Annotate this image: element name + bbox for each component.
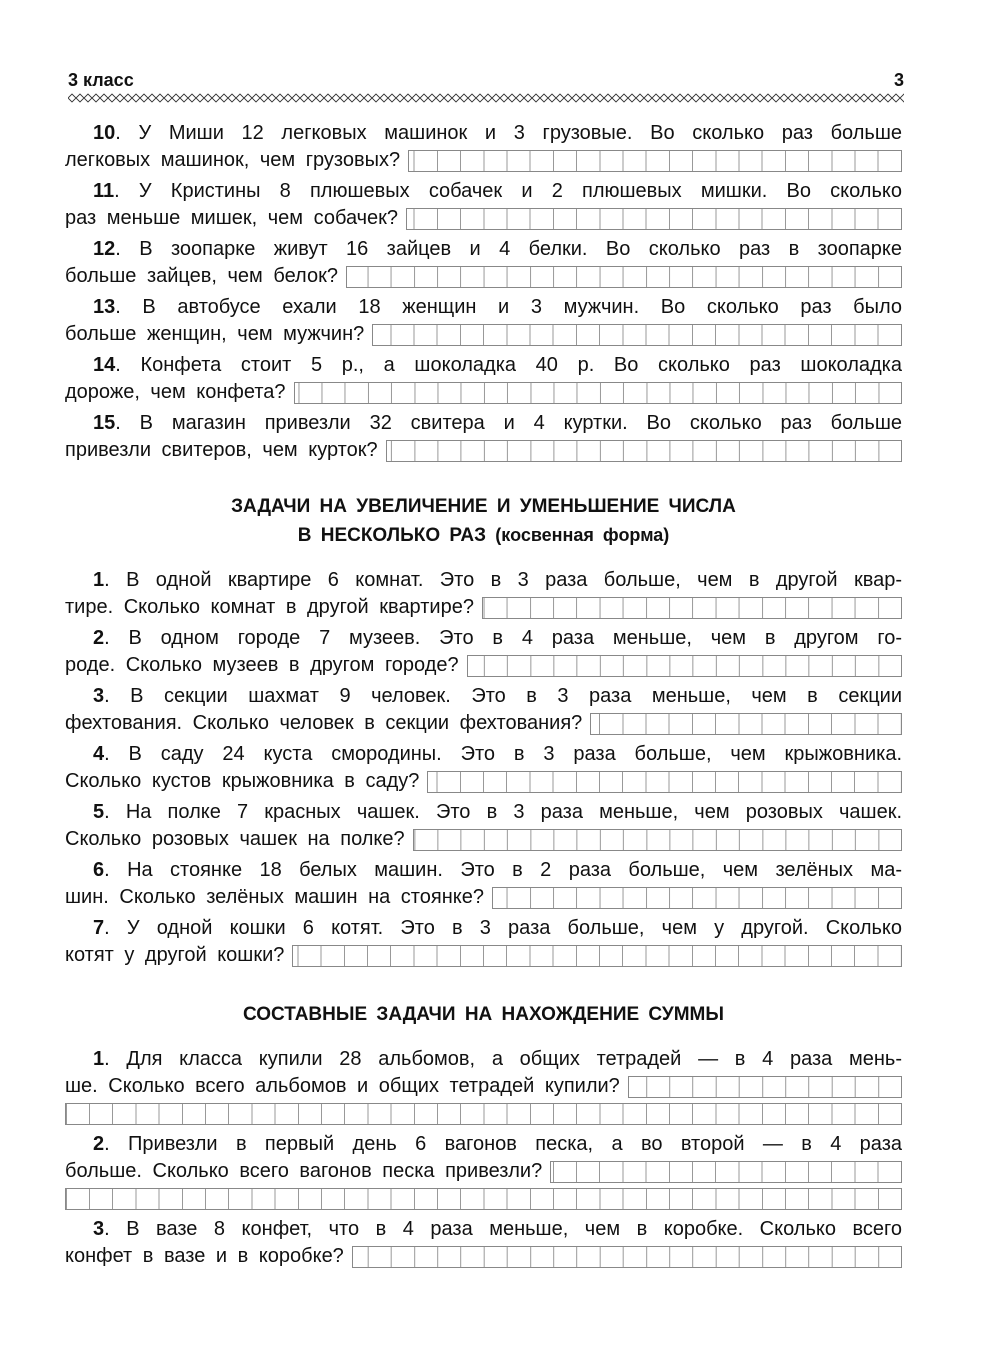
problem-text: . В одной квартире 6 комнат. Это в 3 раза больше, чем в другой квар- (104, 569, 902, 591)
problem (65, 1216, 902, 1270)
problem (65, 236, 902, 290)
problem-number: 3 (93, 685, 105, 707)
section-subtitle: (косвенная форма) (495, 525, 670, 545)
problem-text: . На полке 7 красных чашек. Это в 3 раза меньше, чем розовых чашек. (104, 801, 902, 823)
problem-question: дороже, чем конфета? (65, 381, 286, 403)
problem-text-line1 (65, 352, 902, 379)
answer-grid-row (65, 1100, 902, 1127)
problem (65, 915, 902, 969)
section-title: ЗАДАЧИ НА УВЕЛИЧЕНИЕ И УМЕНЬШЕНИЕ ЧИСЛА (231, 496, 736, 517)
problem (65, 1046, 902, 1127)
grade-label: 3 класс (68, 70, 134, 90)
problem-question: привезли свитеров, чем курток? (65, 439, 378, 461)
section-heading-sum (65, 1001, 902, 1029)
answer-grid[interactable] (550, 1161, 902, 1183)
answer-grid[interactable] (406, 208, 902, 230)
problem-text-line2 (65, 263, 902, 290)
problem-text: . У Миши 12 легковых машинок и 3 грузовые. Во сколько раз больше (115, 122, 902, 144)
problem-text-line1 (65, 683, 902, 710)
problem-text: . В магазин привезли 32 свитера и 4 куртки. Во сколько раз больше (115, 412, 902, 434)
problem-question: конфет в вазе и в коробке? (65, 1245, 344, 1267)
problem (65, 799, 902, 853)
problem-text: . На стоянке 18 белых машин. Это в 2 раза больше, чем зелёных ма- (104, 859, 902, 881)
problem (65, 741, 902, 795)
answer-grid-row (65, 1185, 902, 1212)
problem-text: . Привезли в первый день 6 вагонов песка, а во второй — в 4 раза (104, 1133, 902, 1155)
problem-text-line2 (65, 884, 902, 911)
problem-question: шин. Сколько зелёных машин на стоянке? (65, 886, 484, 908)
problem-question: Сколько розовых чашек на полке? (65, 828, 405, 850)
problem-text-line1 (65, 915, 902, 942)
answer-grid[interactable] (372, 324, 902, 346)
problem (65, 683, 902, 737)
problem-text-line1 (65, 567, 902, 594)
problem-question: котят у другой кошки? (65, 944, 285, 966)
problem-text-line1 (65, 410, 902, 437)
problem-number: 12 (93, 238, 116, 260)
problem-text-line1 (65, 294, 902, 321)
problem-number: 2 (93, 627, 105, 649)
diamond-border-divider (68, 93, 904, 103)
problem-question: фехтования. Сколько человек в секции фехтования? (65, 712, 583, 734)
answer-grid[interactable] (408, 150, 902, 172)
problem-text-line2 (65, 1158, 902, 1185)
problem-text-line1 (65, 1216, 902, 1243)
problem-text-line1 (65, 799, 902, 826)
problem-text: . В вазе 8 конфет, что в 4 раза меньше, чем в коробке. Сколько всего (104, 1218, 902, 1240)
answer-grid[interactable] (294, 382, 902, 404)
problem-number: 15 (93, 412, 116, 434)
problem-number: 13 (93, 296, 116, 318)
problem-text-line2 (65, 826, 902, 853)
problem-text-line1 (65, 741, 902, 768)
answer-grid[interactable] (65, 1188, 902, 1210)
problem-text-line2 (65, 652, 902, 679)
answer-grid[interactable] (352, 1246, 902, 1268)
problem-text-line2 (65, 1243, 902, 1270)
problem-text-line2 (65, 147, 902, 174)
section-title-line2: В НЕСКОЛЬКО РАЗ (косвенная форма) (297, 525, 670, 546)
answer-grid[interactable] (467, 655, 902, 677)
problem (65, 352, 902, 406)
problem-question: раз меньше мишек, чем собачек? (65, 207, 399, 229)
answer-grid[interactable] (628, 1076, 902, 1098)
problem-question: больше женщин, чем мужчин? (65, 323, 365, 345)
problem-text-line1 (65, 236, 902, 263)
problem-text-line2 (65, 1073, 902, 1100)
problem (65, 857, 902, 911)
problem-question: больше. Сколько всего вагонов песка привезли? (65, 1160, 543, 1182)
answer-grid[interactable] (427, 771, 902, 793)
problem-number: 5 (93, 801, 105, 823)
problem (65, 410, 902, 464)
answer-grid[interactable] (413, 829, 902, 851)
problem-text: . В секции шахмат 9 человек. Это в 3 раза меньше, чем в секции (104, 685, 902, 707)
problem-text: . В зоопарке живут 16 зайцев и 4 белки. Во сколько раз в зоопарке (115, 238, 902, 260)
problem (65, 1131, 902, 1212)
problem-number: 10 (93, 122, 116, 144)
problem-question: легковых машинок, чем грузовых? (65, 149, 401, 171)
problem-number: 7 (93, 917, 105, 939)
problem-text-line2 (65, 379, 902, 406)
answer-grid[interactable] (65, 1103, 902, 1125)
problem-text-line2 (65, 710, 902, 737)
problem-text-line2 (65, 594, 902, 621)
problem-number: 1 (93, 569, 105, 591)
page-header (68, 70, 904, 94)
section-title: СОСТАВНЫЕ ЗАДАЧИ НА НАХОЖДЕНИЕ СУММЫ (243, 1004, 724, 1025)
problem-text-line2 (65, 205, 902, 232)
problem (65, 567, 902, 621)
problem-number: 2 (93, 1133, 105, 1155)
problem-text-line1 (65, 857, 902, 884)
page-content (65, 120, 902, 1274)
problem-text-line2 (65, 942, 902, 969)
answer-grid[interactable] (386, 440, 902, 462)
problem-text-line2 (65, 437, 902, 464)
section-sum-problems (65, 1046, 902, 1270)
problem-text-line2 (65, 321, 902, 348)
problem-question: больше зайцев, чем белок? (65, 265, 338, 287)
section-ratio-problems (65, 120, 902, 464)
problem-number: 1 (93, 1048, 105, 1070)
problem-text-line1 (65, 625, 902, 652)
problem (65, 294, 902, 348)
problem-number: 3 (93, 1218, 105, 1240)
problem-text: . Конфета стоит 5 р., а шоколадка 40 р. Во сколько раз шоколадка (115, 354, 902, 376)
answer-grid[interactable] (292, 945, 902, 967)
problem (65, 625, 902, 679)
answer-grid[interactable] (590, 713, 902, 735)
problem-text: . У Кристины 8 плюшевых собачек и 2 плюшевых мишки. Во сколько (114, 180, 902, 202)
problem-number: 11 (93, 180, 115, 202)
section-heading-indirect (65, 493, 902, 550)
problem-question: роде. Сколько музеев в другом городе? (65, 654, 459, 676)
page-number: 3 (893, 70, 904, 90)
problem-text-line1 (65, 120, 902, 147)
problem-text-line1 (65, 178, 902, 205)
problem-text-line1 (65, 1131, 902, 1158)
problem-question: ше. Сколько всего альбомов и общих тетрадей купили? (65, 1075, 620, 1097)
problem (65, 178, 902, 232)
problem-number: 4 (93, 743, 105, 765)
problem-number: 14 (93, 354, 116, 376)
problem-number: 6 (93, 859, 105, 881)
problem-text: . У одной кошки 6 котят. Это в 3 раза больше, чем у другой. Сколько (104, 917, 902, 939)
problem-text-line1 (65, 1046, 902, 1073)
problem-text: . В автобусе ехали 18 женщин и 3 мужчин. Во сколько раз было (115, 296, 902, 318)
section-indirect-problems (65, 567, 902, 969)
answer-grid[interactable] (482, 597, 902, 619)
problem-question: Сколько кустов крыжовника в саду? (65, 770, 420, 792)
problem-text: . В одном городе 7 музеев. Это в 4 раза меньше, чем в другом го- (104, 627, 902, 649)
problem-text-line2 (65, 768, 902, 795)
problem-question: тире. Сколько комнат в другой квартире? (65, 596, 474, 618)
answer-grid[interactable] (492, 887, 902, 909)
problem-text: . Для класса купили 28 альбомов, а общих тетрадей — в 4 раза мень- (104, 1048, 902, 1070)
problem (65, 120, 902, 174)
answer-grid[interactable] (346, 266, 902, 288)
problem-text: . В саду 24 куста смородины. Это в 3 раза больше, чем крыжовника. (104, 743, 902, 765)
